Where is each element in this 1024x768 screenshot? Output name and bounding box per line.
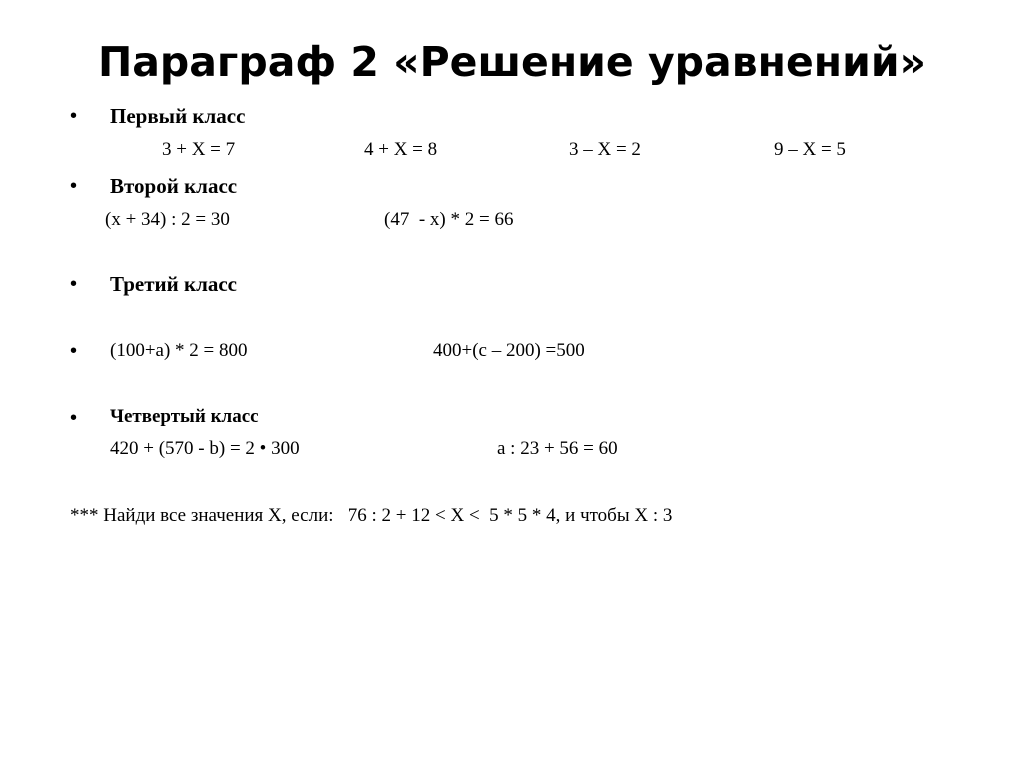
equation: (100+a) * 2 = 800: [110, 340, 248, 361]
bullet-marker: •: [70, 273, 78, 295]
equation: (47 - x) * 2 = 66: [384, 209, 514, 230]
equation: 3 – X = 2: [569, 139, 641, 160]
equation: 9 – X = 5: [774, 139, 846, 160]
equation: (x + 34) : 2 = 30: [105, 209, 230, 230]
section-heading-first-grade: Первый класс: [110, 104, 246, 128]
slide-title: Параграф 2 «Решение уравнений»: [97, 38, 927, 86]
bullet-marker: •: [70, 407, 78, 429]
bullet-marker: •: [70, 105, 78, 127]
challenge-note: *** Найди все значения Х, если: 76 : 2 + 12 < X < 5 * 5 * 4, и чтобы Х : 3: [70, 505, 673, 526]
equation: 3 + X = 7: [162, 139, 236, 160]
equation: a : 23 + 56 = 60: [497, 438, 618, 459]
section-heading-fourth-grade: Четвертый класс: [110, 406, 259, 427]
bullet-marker: •: [70, 175, 78, 197]
equation: 400+(c – 200) =500: [433, 340, 585, 361]
equation: 4 + X = 8: [364, 139, 438, 160]
section-heading-third-grade: Третий класс: [110, 272, 237, 296]
equation: 420 + (570 - b) = 2 • 300: [110, 438, 300, 459]
section-heading-second-grade: Второй класс: [110, 174, 238, 198]
bullet-marker: •: [70, 340, 78, 362]
